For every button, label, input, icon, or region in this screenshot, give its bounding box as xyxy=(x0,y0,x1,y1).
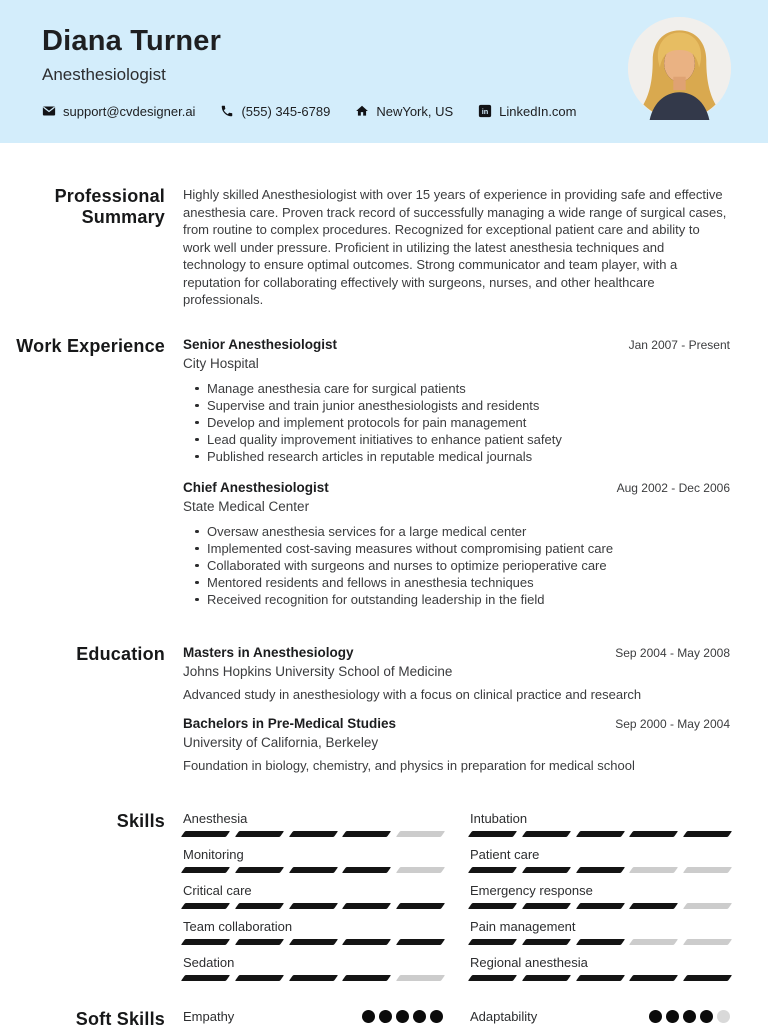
skill-bar-segment xyxy=(235,975,284,981)
skill-name: Monitoring xyxy=(183,846,244,862)
skill-bar-segment xyxy=(181,939,230,945)
education-dates: Sep 2004 - May 2008 xyxy=(615,645,730,660)
skill-bar-segment xyxy=(468,939,517,945)
skill-bar-segment xyxy=(468,867,517,873)
soft-skill-dot xyxy=(430,1010,443,1023)
section-professional-summary xyxy=(0,186,730,309)
skill-bar-segment xyxy=(342,867,391,873)
section-skills xyxy=(0,811,730,981)
skill-level-bar xyxy=(470,939,730,945)
education-entry xyxy=(183,715,730,775)
skill-bar-segment xyxy=(288,831,337,837)
education-list xyxy=(183,644,730,775)
skill-bar-segment xyxy=(683,867,732,873)
soft-skill-dot xyxy=(413,1010,426,1023)
person-name: Diana Turner xyxy=(42,25,222,57)
skill-bar-segment xyxy=(342,939,391,945)
job-entry xyxy=(183,336,730,465)
home-icon xyxy=(355,104,369,118)
skill-bar-segment xyxy=(468,903,517,909)
person-job-title: Anesthesiologist xyxy=(42,64,166,84)
job-bullet: Lead quality improvement initiatives to enhance patient safety xyxy=(207,431,730,448)
skill-bar-segment xyxy=(288,939,337,945)
skill-level-bar xyxy=(183,903,443,909)
education-description: Advanced study in anesthesiology with a focus on clinical practice and research xyxy=(183,686,642,702)
skill-bar-segment xyxy=(342,903,391,909)
skill-item xyxy=(183,811,443,837)
skill-bar-segment xyxy=(342,975,391,981)
skill-level-bar xyxy=(470,831,730,837)
skill-bar-segment xyxy=(629,903,678,909)
skill-bar-segment xyxy=(396,867,445,873)
job-bullet: Received recognition for outstanding leadership in the field xyxy=(207,591,730,608)
contact-item[interactable] xyxy=(220,104,330,119)
skill-bar-segment xyxy=(396,831,445,837)
skill-bar-segment xyxy=(235,939,284,945)
job-title: Senior Anesthesiologist xyxy=(183,336,338,352)
job-company: State Medical Center xyxy=(183,498,310,514)
soft-skill-dot xyxy=(362,1010,375,1023)
skill-bar-segment xyxy=(522,975,571,981)
soft-skill-dot xyxy=(700,1010,713,1023)
skill-bar-segment xyxy=(575,831,624,837)
skill-name: Anesthesia xyxy=(183,810,248,826)
skill-level-bar xyxy=(470,867,730,873)
skills-grid xyxy=(183,811,730,981)
skill-bar-segment xyxy=(288,903,337,909)
contact-item[interactable] xyxy=(478,104,576,119)
skill-level-bar xyxy=(183,939,443,945)
job-title: Chief Anesthesiologist xyxy=(183,479,329,495)
degree-title: Bachelors in Pre-Medical Studies xyxy=(183,715,397,731)
skill-level-bar xyxy=(183,867,443,873)
skill-bar-segment xyxy=(396,903,445,909)
skill-item xyxy=(470,847,730,873)
skill-bar-segment xyxy=(629,867,678,873)
skill-bar-segment xyxy=(683,831,732,837)
skill-bar-segment xyxy=(575,903,624,909)
job-bullet: Mentored residents and fellows in anesthesia techniques xyxy=(207,574,730,591)
skill-item xyxy=(183,919,443,945)
job-bullet: Collaborated with surgeons and nurses to optimize perioperative care xyxy=(207,557,730,574)
skill-item xyxy=(470,955,730,981)
skill-name: Regional anesthesia xyxy=(470,954,588,970)
education-header xyxy=(183,715,730,733)
contact-text: support@cvdesigner.ai xyxy=(63,103,196,119)
job-bullet: Oversaw anesthesia services for a large medical center xyxy=(207,523,730,540)
skill-bar-segment xyxy=(235,867,284,873)
section-label-work-experience: Work Experience xyxy=(16,335,165,356)
skill-item xyxy=(470,919,730,945)
skill-bar-segment xyxy=(396,975,445,981)
section-education xyxy=(0,644,730,775)
skill-bar-segment xyxy=(342,831,391,837)
soft-skill-dot xyxy=(683,1010,696,1023)
education-header xyxy=(183,644,730,662)
contact-item[interactable] xyxy=(42,104,195,119)
education-description: Foundation in biology, chemistry, and physics in preparation for medical school xyxy=(183,757,635,773)
skill-bar-segment xyxy=(181,975,230,981)
contact-text: (555) 345-6789 xyxy=(241,103,331,119)
skill-bar-segment xyxy=(181,867,230,873)
skill-name: Critical care xyxy=(183,882,252,898)
contact-text: LinkedIn.com xyxy=(499,103,577,119)
profile-photo xyxy=(628,17,731,120)
degree-title: Masters in Anesthesiology xyxy=(183,644,354,660)
soft-skill-name: Adaptability xyxy=(470,1009,538,1024)
skill-name: Team collaboration xyxy=(183,918,293,934)
soft-skill-dots xyxy=(649,1010,730,1023)
skill-bar-segment xyxy=(288,867,337,873)
contact-text: NewYork, US xyxy=(376,103,454,119)
soft-skill-dot xyxy=(396,1010,409,1023)
skill-bar-segment xyxy=(235,831,284,837)
job-header xyxy=(183,336,730,354)
job-company: City Hospital xyxy=(183,355,259,371)
skill-item xyxy=(183,847,443,873)
avatar-illustration xyxy=(628,17,731,120)
skill-item xyxy=(183,883,443,909)
skill-name: Pain management xyxy=(470,918,576,934)
skill-bar-segment xyxy=(522,867,571,873)
svg-text:in: in xyxy=(481,107,489,117)
skill-level-bar xyxy=(470,903,730,909)
skill-item xyxy=(183,955,443,981)
job-bullet: Supervise and train junior anesthesiologists and residents xyxy=(207,397,730,414)
job-dates: Jan 2007 - Present xyxy=(628,337,730,352)
skill-name: Sedation xyxy=(183,954,235,970)
soft-skill-dot xyxy=(717,1010,730,1023)
job-bullet: Develop and implement protocols for pain management xyxy=(207,414,730,431)
skill-item xyxy=(470,811,730,837)
skill-bar-segment xyxy=(181,903,230,909)
skill-level-bar xyxy=(183,975,443,981)
skill-bar-segment xyxy=(396,939,445,945)
education-dates: Sep 2000 - May 2004 xyxy=(615,716,730,731)
job-bullet-list xyxy=(183,523,730,608)
section-work-experience xyxy=(0,336,730,608)
education-entry xyxy=(183,644,730,704)
skill-bar-segment xyxy=(522,939,571,945)
school-name: University of California, Berkeley xyxy=(183,734,379,750)
skill-bar-segment xyxy=(575,939,624,945)
soft-skill-dots xyxy=(362,1010,443,1023)
soft-skill-dot xyxy=(379,1010,392,1023)
job-header xyxy=(183,479,730,497)
skill-bar-segment xyxy=(181,831,230,837)
section-label-professional-summary: Professional Summary xyxy=(54,186,165,228)
skill-bar-segment xyxy=(629,939,678,945)
phone-icon xyxy=(220,104,234,118)
skill-bar-segment xyxy=(468,975,517,981)
skill-bar-segment xyxy=(235,903,284,909)
school-name: Johns Hopkins University School of Medicine xyxy=(183,663,453,679)
skill-bar-segment xyxy=(683,975,732,981)
skill-name: Patient care xyxy=(470,846,540,862)
skill-bar-segment xyxy=(468,831,517,837)
job-bullet-list xyxy=(183,380,730,465)
skill-item xyxy=(470,883,730,909)
professional-summary-text: Highly skilled Anesthesiologist with over 15 years of experience in providing safe and effective anesthesia care. Proven track record of successfully managing a wide range of surgical cases, from routine to complex procedures. Recognized for exceptional patient care and ability to work well under pressure. Proficient in utilizing the latest anesthesia techniques and technology to ensure optimal outcomes. Strong communicator and team player, with a reputation for collaborating effectively with surgeons, nurses, and other healthcare professionals. xyxy=(183,187,727,307)
linkedin-icon xyxy=(478,104,492,118)
section-soft-skills xyxy=(0,1009,730,1030)
skill-name: Emergency response xyxy=(470,882,593,898)
email-icon xyxy=(42,104,56,118)
skill-level-bar xyxy=(470,975,730,981)
soft-skill-dot xyxy=(666,1010,679,1023)
job-bullet: Implemented cost-saving measures without compromising patient care xyxy=(207,540,730,557)
soft-skill-item xyxy=(470,1009,730,1025)
job-entry xyxy=(183,479,730,608)
job-bullet: Published research articles in reputable medical journals xyxy=(207,448,730,465)
skill-level-bar xyxy=(183,831,443,837)
skill-bar-segment xyxy=(575,867,624,873)
resume-header xyxy=(0,0,768,143)
section-label-education: Education xyxy=(76,643,165,664)
resume-body xyxy=(0,143,768,1030)
contact-item[interactable] xyxy=(355,104,453,119)
skill-bar-segment xyxy=(683,939,732,945)
soft-skill-item xyxy=(183,1009,443,1025)
skill-bar-segment xyxy=(522,903,571,909)
skill-name: Intubation xyxy=(470,810,528,826)
soft-skill-name: Empathy xyxy=(183,1009,235,1024)
job-bullet: Manage anesthesia care for surgical patients xyxy=(207,380,730,397)
job-dates: Aug 2002 - Dec 2006 xyxy=(616,480,730,495)
skill-bar-segment xyxy=(288,975,337,981)
skill-bar-segment xyxy=(575,975,624,981)
skill-bar-segment xyxy=(629,831,678,837)
soft-skills-grid xyxy=(183,1009,730,1030)
soft-skill-dot xyxy=(649,1010,662,1023)
section-label-skills: Skills xyxy=(116,810,165,831)
skill-bar-segment xyxy=(522,831,571,837)
skill-bar-segment xyxy=(683,903,732,909)
job-list xyxy=(183,336,730,608)
section-label-soft-skills: Soft Skills xyxy=(75,1008,165,1029)
skill-bar-segment xyxy=(629,975,678,981)
